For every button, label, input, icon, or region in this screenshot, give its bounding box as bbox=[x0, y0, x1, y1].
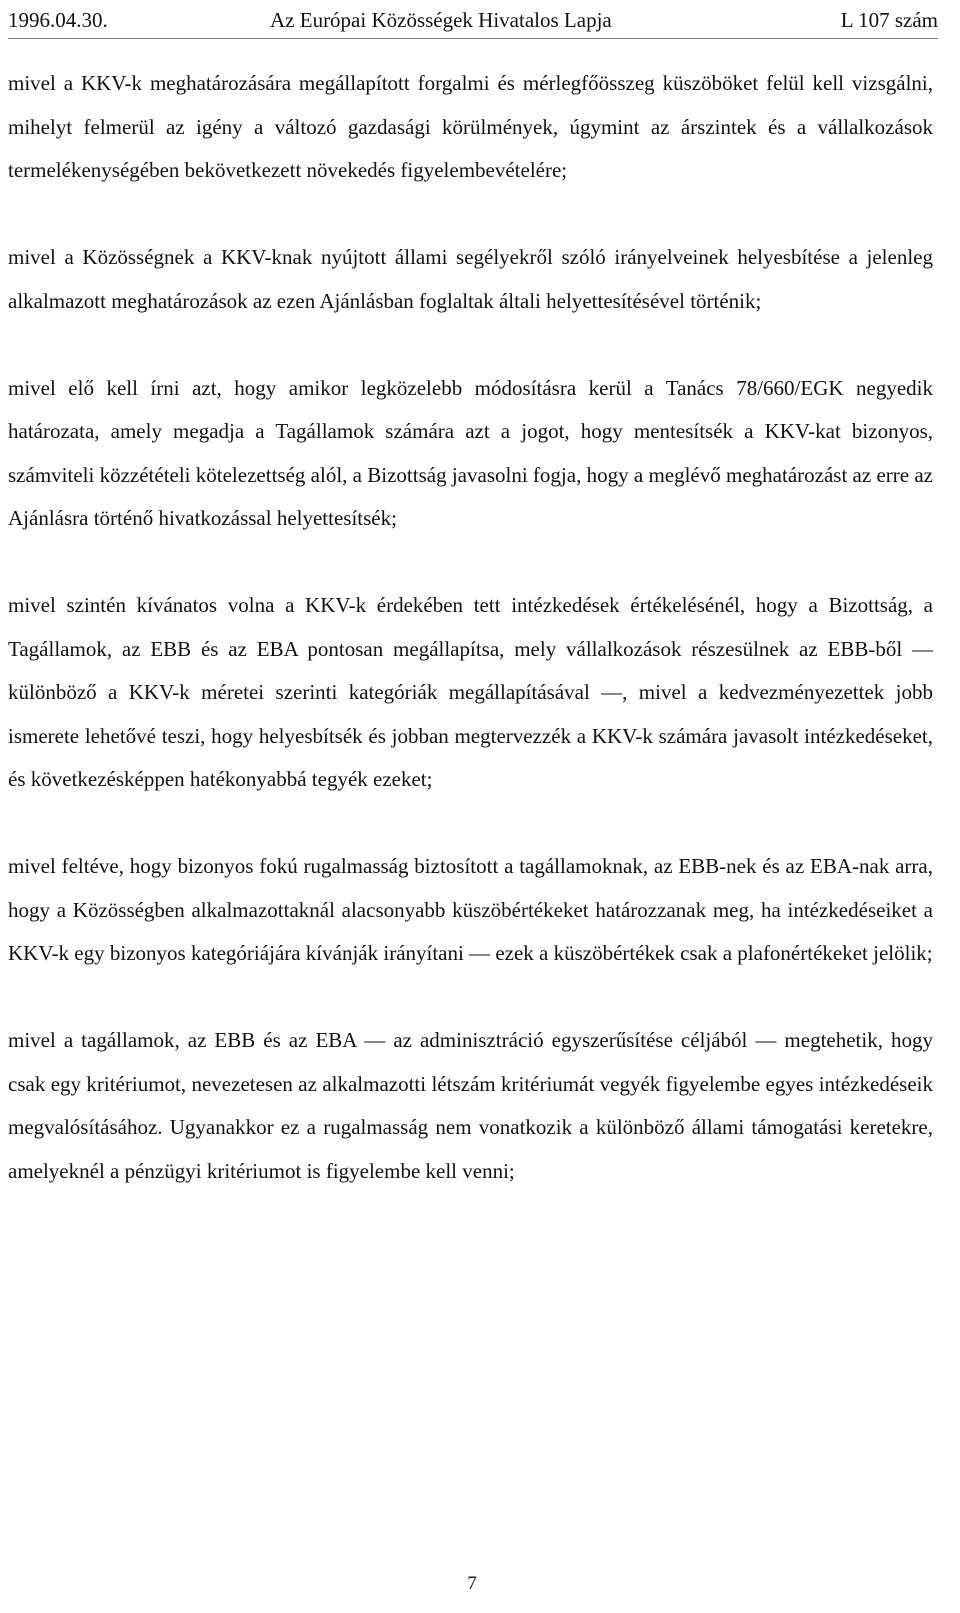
paragraph-kkv-thresholds: mivel a KKV-k meghatározására megállapított forgalmi és mérlegfőösszeg küszöböket felül kell vizsgálni, mihelyt felmerül az igény a változó gazdasági körülmények, úgymint az árszintek és a vállalkozások termelékenységében bekövetkezett növekedés figyelembevételére; bbox=[8, 71, 933, 182]
paragraph-state-aid-guidelines: mivel a Közösségnek a KKV-knak nyújtott állami segélyekről szóló irányelveinek helyesbítése a jelenleg alkalmazott meghatározások az ezen Ajánlásban foglaltak általi helyettesítésével történik; bbox=[8, 245, 933, 313]
header-date: 1996.04.30. bbox=[8, 8, 108, 32]
paragraph-evaluation-measures: mivel szintén kívánatos volna a KKV-k érdekében tett intézkedések értékelésénél, hogy a Bizottság, a Tagállamok, az EBB és az EBA pontosan megállapítsa, mely vállalkozások részesülnek az EBB-ből — különböző a KKV-k méretei szerinti kategóriák megállapításával —, mivel a kedvezményezettek jobb ismerete lehetővé teszi, hogy helyesbítsék és jobban megtervezzék a KKV-k számára javasolt intézkedéseket, és következésképpen hatékonyabbá tegyék ezeket; bbox=[8, 593, 933, 791]
page-number: 7 bbox=[467, 1573, 477, 1594]
page-header bbox=[8, 4, 938, 36]
header-issue-reference: L 107 szám bbox=[840, 8, 938, 32]
header-divider bbox=[8, 38, 938, 39]
paragraph-administrative-simplification: mivel a tagállamok, az EBB és az EBA — az adminisztráció egyszerűsítése céljából — megtehetik, hogy csak egy kritériumot, nevezetesen az alkalmazotti létszám kritériumát vegyék figyelembe egyes intézkedéseik megvalósításához. Ugyanakkor ez a rugalmasság nem vonatkozik a különböző állami támogatási keretekre, amelyeknél a pénzügyi kritériumot is figyelembe kell venni; bbox=[8, 1028, 933, 1183]
document-body bbox=[8, 62, 933, 1237]
paragraph-council-directive: mivel elő kell írni azt, hogy amikor legközelebb módosításra kerül a Tanács 78/660/EGK negyedik határozata, amely megadja a Tagállamok számára azt a jogot, hogy mentesítsék a KKV-kat bizonyos, számviteli közzétételi kötelezettség alól, a Bizottság javasolni fogja, hogy a meglévő meghatározást az erre az Ajánlásra történő hivatkozással helyettesítsék; bbox=[8, 375, 933, 530]
header-journal-title: Az Európai Közösségek Hivatalos Lapja bbox=[270, 8, 612, 32]
paragraph-flexibility-thresholds: mivel feltéve, hogy bizonyos fokú rugalmasság biztosított a tagállamoknak, az EBB-nek és az EBA-nak arra, hogy a Közösségben alkalmazottaknál alacsonyabb küszöbértékeket határozzanak meg, ha intézkedéseiket a KKV-k egy bizonyos kategóriájára kívánják irányítani — ezek a küszöbértékek csak a plafonértékeket jelölik; bbox=[8, 854, 933, 965]
